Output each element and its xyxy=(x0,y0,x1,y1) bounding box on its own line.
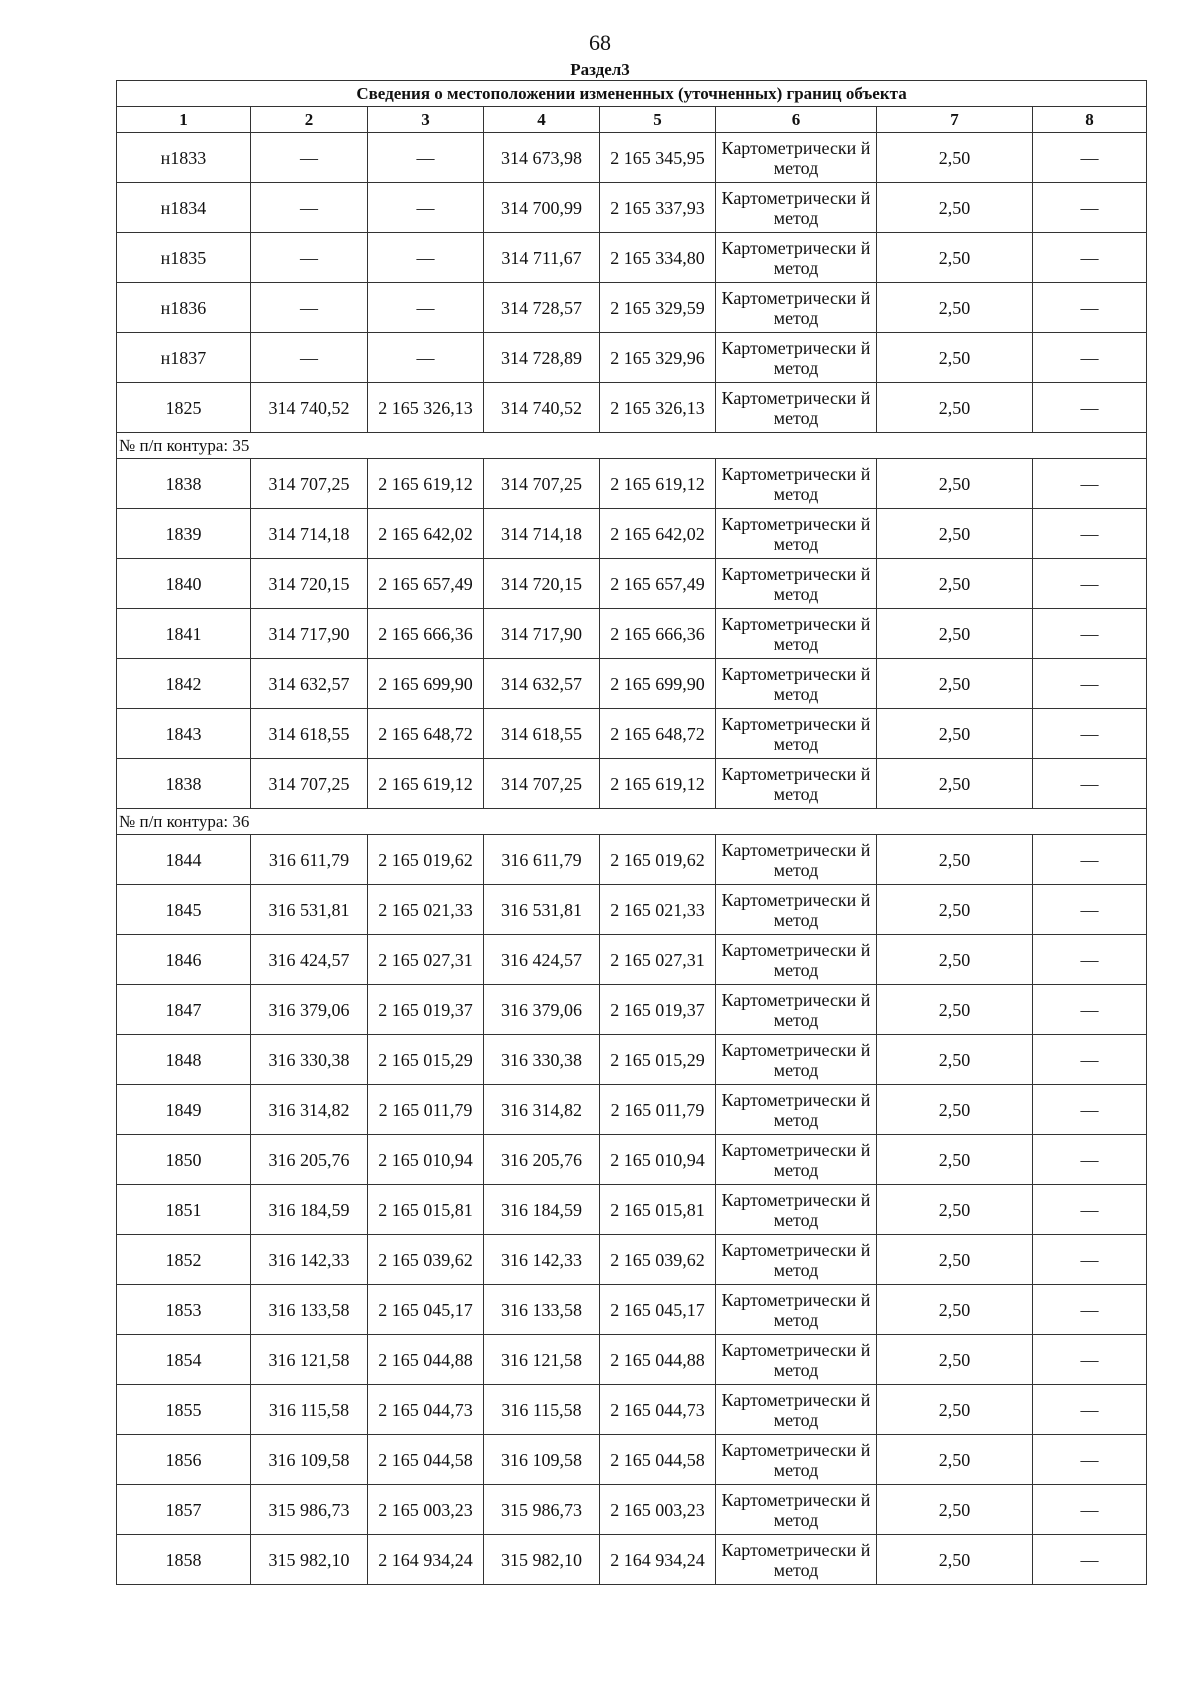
cell-description: — xyxy=(1033,1035,1147,1085)
cell-new-y: 2 165 010,94 xyxy=(600,1135,716,1185)
cell-point-number: 1843 xyxy=(117,709,251,759)
cell-description: — xyxy=(1033,1485,1147,1535)
cell-description: — xyxy=(1033,1085,1147,1135)
cell-old-x: 316 109,58 xyxy=(251,1435,368,1485)
cell-old-x: 314 618,55 xyxy=(251,709,368,759)
table-row xyxy=(117,659,1147,709)
cell-new-x: 314 707,25 xyxy=(484,759,600,809)
cell-new-y: 2 165 699,90 xyxy=(600,659,716,709)
cell-new-y: 2 165 329,59 xyxy=(600,283,716,333)
cell-old-x: 316 424,57 xyxy=(251,935,368,985)
cell-old-y: 2 165 044,58 xyxy=(368,1435,484,1485)
cell-accuracy: 2,50 xyxy=(877,659,1033,709)
cell-new-y: 2 165 011,79 xyxy=(600,1085,716,1135)
cell-new-x: 314 717,90 xyxy=(484,609,600,659)
cell-method: Картометрически й метод xyxy=(716,1385,877,1435)
cell-old-y: 2 165 011,79 xyxy=(368,1085,484,1135)
cell-old-x: 315 986,73 xyxy=(251,1485,368,1535)
cell-old-y: 2 165 021,33 xyxy=(368,885,484,935)
cell-accuracy: 2,50 xyxy=(877,1185,1033,1235)
cell-new-x: 316 314,82 xyxy=(484,1085,600,1135)
cell-old-x: — xyxy=(251,333,368,383)
cell-old-y: — xyxy=(368,333,484,383)
cell-old-y: 2 165 003,23 xyxy=(368,1485,484,1535)
cell-new-x: 316 424,57 xyxy=(484,935,600,985)
cell-new-x: 316 115,58 xyxy=(484,1385,600,1435)
cell-method: Картометрически й метод xyxy=(716,835,877,885)
table-row xyxy=(117,559,1147,609)
cell-description: — xyxy=(1033,935,1147,985)
cell-description: — xyxy=(1033,709,1147,759)
cell-new-x: 314 714,18 xyxy=(484,509,600,559)
cell-new-x: 316 109,58 xyxy=(484,1435,600,1485)
table-row xyxy=(117,835,1147,885)
cell-new-x: 316 531,81 xyxy=(484,885,600,935)
cell-old-x: 316 121,58 xyxy=(251,1335,368,1385)
cell-point-number: 1840 xyxy=(117,559,251,609)
cell-new-y: 2 165 019,37 xyxy=(600,985,716,1035)
cell-description: — xyxy=(1033,659,1147,709)
table-row xyxy=(117,1235,1147,1285)
cell-description: — xyxy=(1033,183,1147,233)
cell-description: — xyxy=(1033,985,1147,1035)
cell-old-y: 2 165 015,29 xyxy=(368,1035,484,1085)
cell-new-x: 314 740,52 xyxy=(484,383,600,433)
cell-method: Картометрически й метод xyxy=(716,1335,877,1385)
table-caption-row xyxy=(117,81,1147,107)
cell-method: Картометрически й метод xyxy=(716,383,877,433)
cell-new-x: 316 184,59 xyxy=(484,1185,600,1235)
cell-new-y: 2 165 642,02 xyxy=(600,509,716,559)
cell-method: Картометрически й метод xyxy=(716,759,877,809)
cell-new-y: 2 165 044,73 xyxy=(600,1385,716,1435)
cell-old-y: 2 165 619,12 xyxy=(368,759,484,809)
column-number: 6 xyxy=(716,107,877,133)
cell-point-number: н1836 xyxy=(117,283,251,333)
cell-old-y: 2 165 015,81 xyxy=(368,1185,484,1235)
cell-point-number: н1835 xyxy=(117,233,251,283)
cell-accuracy: 2,50 xyxy=(877,1385,1033,1435)
cell-old-y: 2 165 642,02 xyxy=(368,509,484,559)
cell-point-number: 1858 xyxy=(117,1535,251,1585)
cell-old-x: 314 720,15 xyxy=(251,559,368,609)
cell-point-number: 1845 xyxy=(117,885,251,935)
cell-method: Картометрически й метод xyxy=(716,1135,877,1185)
cell-old-y: — xyxy=(368,283,484,333)
column-number: 8 xyxy=(1033,107,1147,133)
table-row xyxy=(117,709,1147,759)
table-row xyxy=(117,1385,1147,1435)
cell-new-x: 315 982,10 xyxy=(484,1535,600,1585)
cell-new-x: 315 986,73 xyxy=(484,1485,600,1535)
cell-description: — xyxy=(1033,1285,1147,1335)
cell-new-y: 2 165 045,17 xyxy=(600,1285,716,1335)
cell-new-y: 2 165 619,12 xyxy=(600,459,716,509)
table-row xyxy=(117,459,1147,509)
cell-description: — xyxy=(1033,1135,1147,1185)
column-number: 3 xyxy=(368,107,484,133)
cell-description: — xyxy=(1033,559,1147,609)
cell-description: — xyxy=(1033,885,1147,935)
cell-old-y: — xyxy=(368,233,484,283)
cell-new-y: 2 165 015,81 xyxy=(600,1185,716,1235)
cell-description: — xyxy=(1033,459,1147,509)
cell-old-x: 316 205,76 xyxy=(251,1135,368,1185)
cell-accuracy: 2,50 xyxy=(877,1335,1033,1385)
cell-method: Картометрически й метод xyxy=(716,1035,877,1085)
cell-method: Картометрически й метод xyxy=(716,609,877,659)
cell-method: Картометрически й метод xyxy=(716,935,877,985)
cell-old-x: 314 707,25 xyxy=(251,759,368,809)
cell-point-number: 1849 xyxy=(117,1085,251,1135)
cell-new-x: 316 205,76 xyxy=(484,1135,600,1185)
cell-point-number: 1855 xyxy=(117,1385,251,1435)
cell-new-y: 2 165 044,58 xyxy=(600,1435,716,1485)
contour-label: № п/п контура: 36 xyxy=(117,809,1147,835)
cell-accuracy: 2,50 xyxy=(877,835,1033,885)
cell-point-number: н1837 xyxy=(117,333,251,383)
cell-old-x: — xyxy=(251,133,368,183)
cell-method: Картометрически й метод xyxy=(716,885,877,935)
cell-old-y: 2 165 045,17 xyxy=(368,1285,484,1335)
cell-method: Картометрически й метод xyxy=(716,459,877,509)
table-row xyxy=(117,283,1147,333)
cell-method: Картометрически й метод xyxy=(716,233,877,283)
cell-accuracy: 2,50 xyxy=(877,1285,1033,1335)
cell-old-x: 316 379,06 xyxy=(251,985,368,1035)
cell-old-y: 2 165 648,72 xyxy=(368,709,484,759)
cell-old-x: 316 142,33 xyxy=(251,1235,368,1285)
cell-old-y: 2 165 326,13 xyxy=(368,383,484,433)
cell-old-y: 2 165 039,62 xyxy=(368,1235,484,1285)
contour-header-row xyxy=(117,809,1147,835)
cell-old-y: 2 165 019,62 xyxy=(368,835,484,885)
cell-method: Картометрически й метод xyxy=(716,1235,877,1285)
cell-point-number: 1841 xyxy=(117,609,251,659)
table-row xyxy=(117,333,1147,383)
cell-old-x: 315 982,10 xyxy=(251,1535,368,1585)
cell-old-x: 316 184,59 xyxy=(251,1185,368,1235)
cell-new-x: 314 728,57 xyxy=(484,283,600,333)
cell-description: — xyxy=(1033,333,1147,383)
cell-old-y: 2 165 699,90 xyxy=(368,659,484,709)
cell-new-x: 314 632,57 xyxy=(484,659,600,709)
cell-new-y: 2 165 657,49 xyxy=(600,559,716,609)
table-row xyxy=(117,383,1147,433)
cell-new-x: 316 121,58 xyxy=(484,1335,600,1385)
cell-accuracy: 2,50 xyxy=(877,935,1033,985)
column-number: 1 xyxy=(117,107,251,133)
column-number: 5 xyxy=(600,107,716,133)
cell-old-y: 2 165 027,31 xyxy=(368,935,484,985)
cell-accuracy: 2,50 xyxy=(877,1485,1033,1535)
table-row xyxy=(117,509,1147,559)
cell-method: Картометрически й метод xyxy=(716,1535,877,1585)
cell-old-y: 2 165 044,73 xyxy=(368,1385,484,1435)
cell-accuracy: 2,50 xyxy=(877,985,1033,1035)
cell-new-y: 2 165 039,62 xyxy=(600,1235,716,1285)
table-row xyxy=(117,1435,1147,1485)
column-number: 7 xyxy=(877,107,1033,133)
cell-accuracy: 2,50 xyxy=(877,459,1033,509)
cell-point-number: 1848 xyxy=(117,1035,251,1085)
cell-old-x: 316 314,82 xyxy=(251,1085,368,1135)
cell-old-x: 316 531,81 xyxy=(251,885,368,935)
cell-method: Картометрически й метод xyxy=(716,1285,877,1335)
cell-point-number: 1847 xyxy=(117,985,251,1035)
cell-old-x: 314 707,25 xyxy=(251,459,368,509)
cell-point-number: 1844 xyxy=(117,835,251,885)
cell-new-y: 2 165 326,13 xyxy=(600,383,716,433)
table-caption: Сведения о местоположении измененных (уточненных) границ объекта xyxy=(117,81,1147,107)
cell-accuracy: 2,50 xyxy=(877,233,1033,283)
cell-accuracy: 2,50 xyxy=(877,1535,1033,1585)
table-row xyxy=(117,1335,1147,1385)
cell-new-y: 2 165 345,95 xyxy=(600,133,716,183)
cell-old-y: 2 165 019,37 xyxy=(368,985,484,1035)
cell-new-y: 2 165 021,33 xyxy=(600,885,716,935)
cell-point-number: 1852 xyxy=(117,1235,251,1285)
table-row xyxy=(117,985,1147,1035)
cell-old-x: — xyxy=(251,283,368,333)
cell-new-y: 2 165 619,12 xyxy=(600,759,716,809)
column-number-row xyxy=(117,107,1147,133)
cell-new-x: 316 142,33 xyxy=(484,1235,600,1285)
cell-method: Картометрически й метод xyxy=(716,1435,877,1485)
cell-description: — xyxy=(1033,383,1147,433)
cell-method: Картометрически й метод xyxy=(716,709,877,759)
table-row xyxy=(117,133,1147,183)
cell-old-x: — xyxy=(251,183,368,233)
cell-accuracy: 2,50 xyxy=(877,759,1033,809)
cell-description: — xyxy=(1033,609,1147,659)
cell-old-y: 2 165 666,36 xyxy=(368,609,484,659)
cell-point-number: 1842 xyxy=(117,659,251,709)
column-number: 2 xyxy=(251,107,368,133)
cell-point-number: н1834 xyxy=(117,183,251,233)
cell-old-y: — xyxy=(368,133,484,183)
cell-method: Картометрически й метод xyxy=(716,659,877,709)
cell-old-y: — xyxy=(368,183,484,233)
cell-point-number: 1857 xyxy=(117,1485,251,1535)
cell-method: Картометрически й метод xyxy=(716,1085,877,1135)
cell-old-x: 314 740,52 xyxy=(251,383,368,433)
cell-new-x: 314 711,67 xyxy=(484,233,600,283)
cell-new-y: 2 165 027,31 xyxy=(600,935,716,985)
cell-old-x: 314 717,90 xyxy=(251,609,368,659)
cell-accuracy: 2,50 xyxy=(877,1435,1033,1485)
cell-old-y: 2 165 044,88 xyxy=(368,1335,484,1385)
table-body xyxy=(117,133,1147,1585)
cell-old-x: — xyxy=(251,233,368,283)
cell-point-number: 1838 xyxy=(117,459,251,509)
cell-method: Картометрически й метод xyxy=(716,509,877,559)
cell-old-x: 316 330,38 xyxy=(251,1035,368,1085)
cell-new-y: 2 165 337,93 xyxy=(600,183,716,233)
table-row xyxy=(117,1285,1147,1335)
cell-new-x: 314 707,25 xyxy=(484,459,600,509)
cell-old-y: 2 165 010,94 xyxy=(368,1135,484,1185)
table-row xyxy=(117,1085,1147,1135)
table-row xyxy=(117,233,1147,283)
cell-new-x: 316 330,38 xyxy=(484,1035,600,1085)
cell-method: Картометрически й метод xyxy=(716,283,877,333)
cell-old-x: 316 115,58 xyxy=(251,1385,368,1435)
page-number: 68 xyxy=(589,30,611,55)
cell-description: — xyxy=(1033,283,1147,333)
table-row xyxy=(117,1535,1147,1585)
cell-description: — xyxy=(1033,1535,1147,1585)
cell-old-x: 316 611,79 xyxy=(251,835,368,885)
cell-accuracy: 2,50 xyxy=(877,1035,1033,1085)
table-row xyxy=(117,1485,1147,1535)
cell-new-x: 316 133,58 xyxy=(484,1285,600,1335)
cell-point-number: 1853 xyxy=(117,1285,251,1335)
cell-point-number: 1838 xyxy=(117,759,251,809)
cell-accuracy: 2,50 xyxy=(877,183,1033,233)
cell-accuracy: 2,50 xyxy=(877,383,1033,433)
cell-point-number: 1825 xyxy=(117,383,251,433)
cell-description: — xyxy=(1033,1435,1147,1485)
cell-point-number: 1839 xyxy=(117,509,251,559)
table-row xyxy=(117,935,1147,985)
cell-description: — xyxy=(1033,835,1147,885)
cell-accuracy: 2,50 xyxy=(877,609,1033,659)
cell-description: — xyxy=(1033,759,1147,809)
cell-method: Картометрически й метод xyxy=(716,183,877,233)
cell-new-x: 314 700,99 xyxy=(484,183,600,233)
cell-new-y: 2 165 019,62 xyxy=(600,835,716,885)
table-row xyxy=(117,1035,1147,1085)
cell-old-x: 316 133,58 xyxy=(251,1285,368,1335)
cell-description: — xyxy=(1033,1235,1147,1285)
table-row xyxy=(117,1185,1147,1235)
cell-method: Картометрически й метод xyxy=(716,133,877,183)
table-row xyxy=(117,609,1147,659)
cell-point-number: н1833 xyxy=(117,133,251,183)
cell-description: — xyxy=(1033,1385,1147,1435)
cell-new-y: 2 164 934,24 xyxy=(600,1535,716,1585)
cell-new-x: 314 673,98 xyxy=(484,133,600,183)
cell-new-x: 316 379,06 xyxy=(484,985,600,1035)
cell-accuracy: 2,50 xyxy=(877,1135,1033,1185)
cell-new-y: 2 165 015,29 xyxy=(600,1035,716,1085)
cell-method: Картометрически й метод xyxy=(716,559,877,609)
contour-label: № п/п контура: 35 xyxy=(117,433,1147,459)
cell-point-number: 1851 xyxy=(117,1185,251,1235)
cell-old-y: 2 165 657,49 xyxy=(368,559,484,609)
cell-old-y: 2 165 619,12 xyxy=(368,459,484,509)
cell-description: — xyxy=(1033,133,1147,183)
cell-description: — xyxy=(1033,233,1147,283)
cell-old-y: 2 164 934,24 xyxy=(368,1535,484,1585)
cell-method: Картометрически й метод xyxy=(716,1485,877,1535)
coordinates-table xyxy=(116,80,1147,1585)
cell-new-y: 2 165 329,96 xyxy=(600,333,716,383)
cell-method: Картометрически й метод xyxy=(716,985,877,1035)
cell-new-y: 2 165 334,80 xyxy=(600,233,716,283)
cell-description: — xyxy=(1033,1185,1147,1235)
column-number: 4 xyxy=(484,107,600,133)
cell-accuracy: 2,50 xyxy=(877,559,1033,609)
cell-new-x: 314 728,89 xyxy=(484,333,600,383)
table-row xyxy=(117,183,1147,233)
cell-accuracy: 2,50 xyxy=(877,283,1033,333)
cell-new-y: 2 165 003,23 xyxy=(600,1485,716,1535)
cell-old-x: 314 632,57 xyxy=(251,659,368,709)
cell-accuracy: 2,50 xyxy=(877,1085,1033,1135)
contour-header-row xyxy=(117,433,1147,459)
cell-old-x: 314 714,18 xyxy=(251,509,368,559)
cell-point-number: 1846 xyxy=(117,935,251,985)
cell-description: — xyxy=(1033,509,1147,559)
cell-accuracy: 2,50 xyxy=(877,133,1033,183)
cell-new-y: 2 165 648,72 xyxy=(600,709,716,759)
cell-new-x: 314 618,55 xyxy=(484,709,600,759)
cell-new-y: 2 165 044,88 xyxy=(600,1335,716,1385)
table-row xyxy=(117,759,1147,809)
cell-new-y: 2 165 666,36 xyxy=(600,609,716,659)
cell-point-number: 1854 xyxy=(117,1335,251,1385)
section-title: Раздел3 xyxy=(570,60,630,79)
cell-accuracy: 2,50 xyxy=(877,333,1033,383)
cell-accuracy: 2,50 xyxy=(877,885,1033,935)
cell-accuracy: 2,50 xyxy=(877,709,1033,759)
cell-description: — xyxy=(1033,1335,1147,1385)
table-row xyxy=(117,1135,1147,1185)
cell-method: Картометрически й метод xyxy=(716,1185,877,1235)
cell-accuracy: 2,50 xyxy=(877,509,1033,559)
cell-point-number: 1856 xyxy=(117,1435,251,1485)
cell-accuracy: 2,50 xyxy=(877,1235,1033,1285)
table-row xyxy=(117,885,1147,935)
cell-method: Картометрически й метод xyxy=(716,333,877,383)
cell-new-x: 314 720,15 xyxy=(484,559,600,609)
cell-new-x: 316 611,79 xyxy=(484,835,600,885)
cell-point-number: 1850 xyxy=(117,1135,251,1185)
